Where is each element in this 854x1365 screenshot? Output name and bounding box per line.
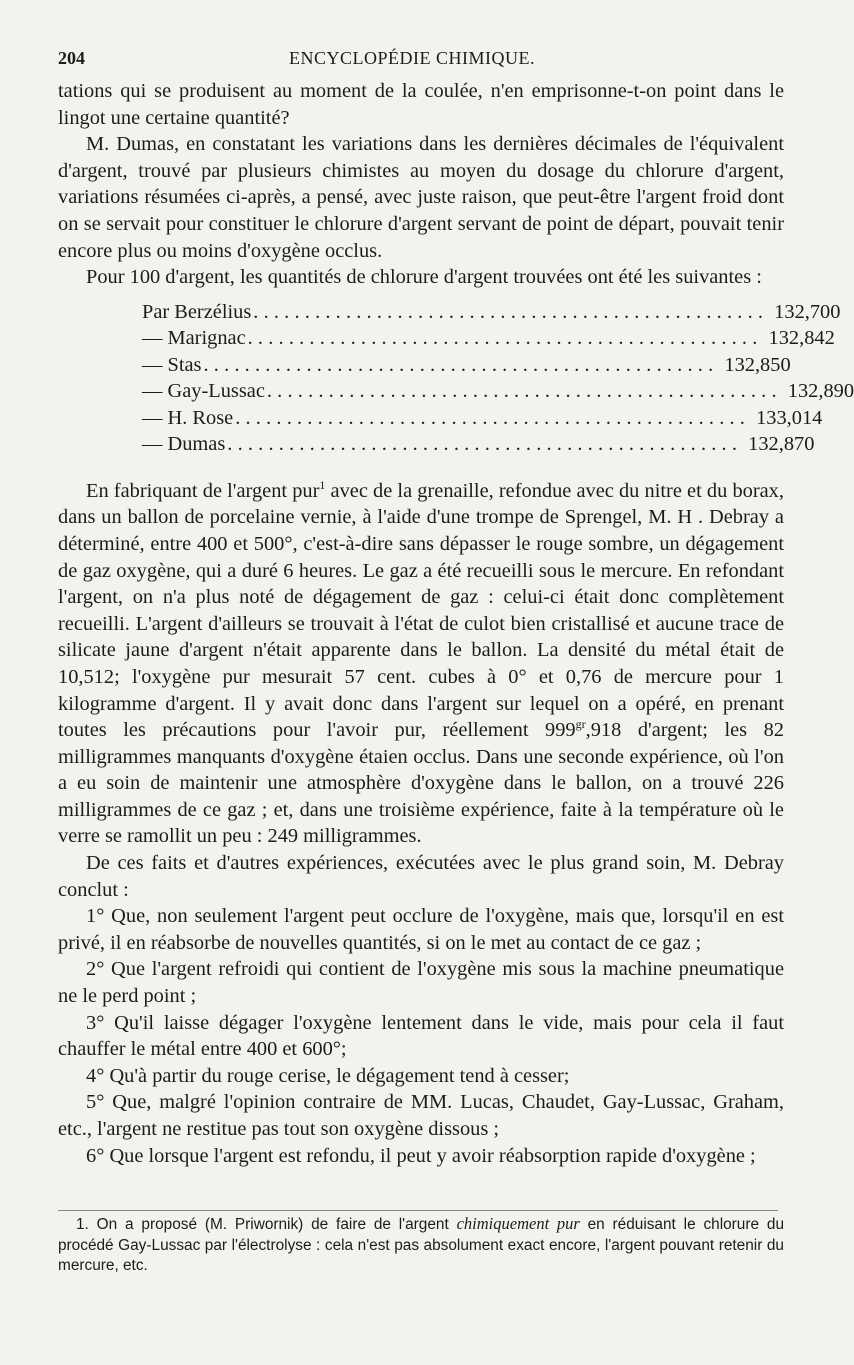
paragraph-dumas: M. Dumas, en constatant les variations dans les dernières décimales de l'équivalent d'argent, trouvé par plusieurs chimistes au moyen du dosage du chlorure d'argent, variations résumées ci-après, a pensé, avec juste raison, que peut-être l'argent froid dont on se servait pour constituer le chlorure d'argent servant de point de départ, pouvait tenir encore plus ou moins d'oxygène occlus. [58,133,784,262]
footnote-marker: 1 [319,477,326,492]
footnote-divider [58,1210,778,1211]
footnote-number: 1. [76,1216,89,1233]
leader-dots: .................................................. [253,300,769,323]
paragraph-conclusion-intro: De ces faits et d'autres expériences, exécutées avec le plus grand soin, M. Debray conclut : [58,852,784,901]
footnote-italic: chimiquement pur [456,1214,580,1233]
leader-dots: .................................................. [227,433,743,456]
conclusion-item: 2° Que l'argent refroidi qui contient de l'oxygène mis sous la machine pneumatique ne le perd point ; [58,958,784,1008]
leader-dots: .................................................. [247,327,763,350]
footnote-text-end: en réduisant le chlorure du procédé Gay-Lussac par l'électrolyse : cela n'est pas absolument exact encore, l'argent pouvant retenir du mercure, etc. [58,1216,784,1274]
debray-text-middle: avec de la grenaille, refondue avec du nitre et du borax, dans un ballon de porcelaine vernie, à l'aide d'une trompe de Sprengel, M. H . Debray a déterminé, entre 400 et 500°, c'est-à-dire sans dépasser le rouge sombre, un dégagement de gaz oxygène, qui a duré 6 heures. Le gaz a été recueilli sous le mercure. En refondant l'argent, on n'a plus noté de dégagement de gaz : celui-ci était donc complètement recueilli. L'argent d'ailleurs se trouvait à l'état de culot bien cristallisé et aucune trace de silicate jaune d'argent n'était apparente dans le ballon. La densité du métal était de 10,512; l'oxygène pur mesurait 57 cent. cubes à 0° et 0,76 de mercure pour 1 kilogramme d'argent. Il y avait donc dans l'argent sur lequel on a opéré, en prenant toutes les précautions pour l'avoir pur, réellement 999 [58,479,784,742]
debray-text-end: ,918 d'argent; les 82 milligrammes manquants d'oxygène étaien occlus. Dans une seconde expérience, où l'on a eu soin de maintenir une atmosphère d'oxygène dans le ballon, on a trouvé 226 milligrammes de ce gaz ; et, dans une troisième expérience, faite à la température où le verre se ramollit un peu : 249 milligrammes. [58,719,784,848]
table-row [58,299,841,326]
footnote [58,1214,784,1277]
chloride-value: 132,890 [787,380,854,403]
chloride-value: 132,842 [768,327,835,350]
debray-text-start: En fabriquant de l'argent pur [86,479,320,502]
leader-dots: .................................................. [235,406,751,429]
chemist-name: — Stas [142,353,202,376]
equivalents-table [58,299,854,458]
chemist-name: Par Berzélius [142,300,252,323]
chloride-value: 132,850 [724,353,791,376]
chloride-value: 133,014 [756,406,823,429]
table-row [58,405,823,432]
chemist-name: — Marignac [142,327,246,350]
page-body [58,78,854,1169]
conclusion-item: 4° Qu'à partir du rouge cerise, le dégagement tend à cesser; [86,1064,570,1087]
leader-dots: .................................................. [203,353,719,376]
chemist-name: — H. Rose [142,406,234,429]
chloride-value: 132,870 [748,433,815,456]
conclusion-item: 5° Que, malgré l'opinion contraire de MM. Lucas, Chaudet, Gay-Lussac, Graham, etc., l'argent ne restitue pas tout son oxygène dissous ; [58,1091,784,1140]
unit-superscript: gr [575,717,586,732]
table-row [58,352,791,379]
leader-dots: .................................................. [266,380,782,403]
chemist-name: — Gay-Lussac [142,380,265,403]
conclusion-item: 1° Que, non seulement l'argent peut occlure de l'oxygène, mais que, lorsqu'il en est privé, il en réabsorbe de nouvelles quantités, si on le met au contact de ce gaz ; [58,905,784,954]
page-number: 204 [58,48,85,68]
paragraph-debray [58,478,784,850]
running-title: ENCYCLOPÉDIE CHIMIQUE. [289,48,535,68]
chloride-value: 132,700 [774,300,841,323]
conclusion-item: 3° Qu'il laisse dégager l'oxygène lentement dans le vide, mais pour cela il faut chauffer le métal entre 400 et 600°; [58,1011,784,1061]
spacer [58,466,784,478]
chemist-name: — Dumas [142,433,226,456]
paragraph-continuation: tations qui se produisent au moment de la coulée, n'en emprisonne-t-on point dans le lingot une certaine quantité? [58,80,784,129]
table-row [58,431,815,458]
table-row [58,325,835,352]
page-header [58,48,766,74]
footnote-text-start: On a proposé (M. Priwornik) de faire de l'argent [88,1216,457,1233]
table-row [58,378,854,405]
conclusion-item: 6° Que lorsque l'argent est refondu, il peut y avoir réabsorption rapide d'oxygène ; [86,1144,756,1167]
paragraph-table-intro: Pour 100 d'argent, les quantités de chlorure d'argent trouvées ont été les suivantes : [86,266,762,289]
